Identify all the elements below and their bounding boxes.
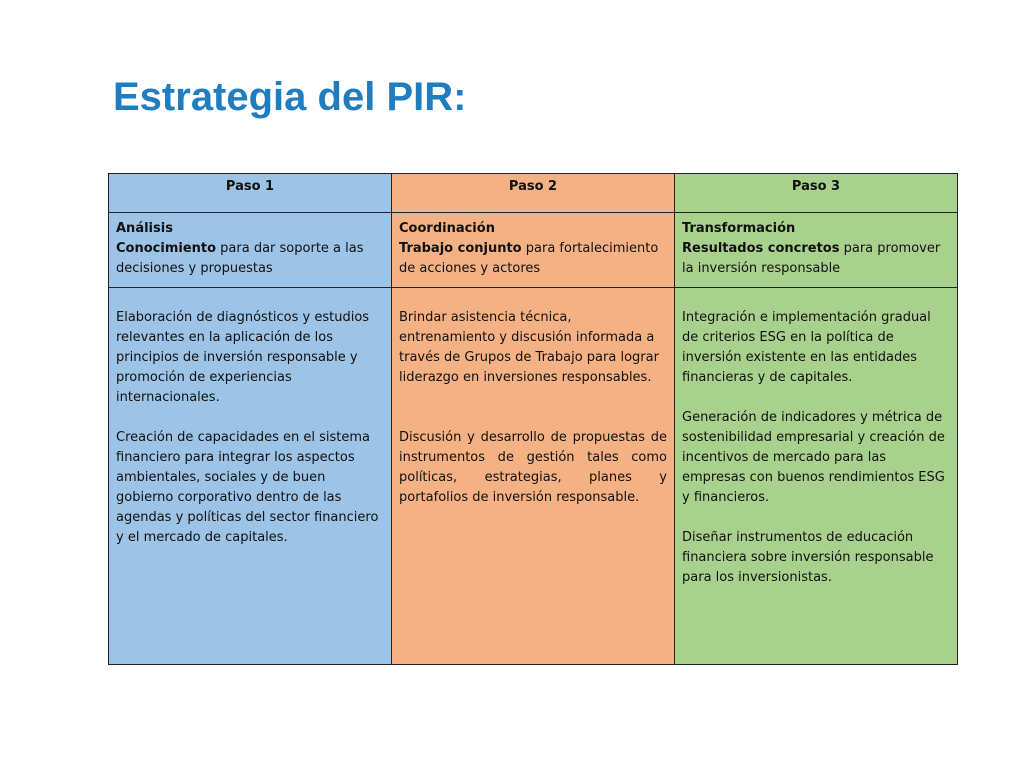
step-3-summary-cell: [675, 213, 958, 288]
step-3-action-1: Integración e implementación gradual de criterios ESG en la política de inversión existente en las entidades financieras y de capitales.: [682, 310, 931, 385]
strategy-table: [108, 173, 958, 665]
step-2-action-1: Brindar asistencia técnica, entrenamiento y discusión informada a través de Grupos de Trabajo para lograr liderazgo en inversiones responsables.: [399, 310, 659, 385]
step-3-action-3: Diseñar instrumentos de educación financiera sobre inversión responsable para los inversionistas.: [682, 530, 934, 585]
step-2-desc-bold: Trabajo conjunto: [399, 241, 522, 256]
step-2-summary-cell: [392, 213, 675, 288]
step-3-desc-bold: Resultados concretos: [682, 241, 840, 256]
step-2-action-2: Discusión y desarrollo de propuestas de instrumentos de gestión tales como políticas, estrategias, planes y portafolios de inversión responsable.: [399, 430, 667, 505]
step-3-desc-rest: para promover la inversión responsable: [682, 241, 941, 276]
step-1-description: [116, 239, 384, 279]
column-header-paso-2: Paso 2: [392, 174, 675, 213]
step-3-description: [682, 239, 950, 279]
table-subtitle-row: [109, 213, 958, 288]
step-1-summary-cell: [109, 213, 392, 288]
column-header-paso-3: Paso 3: [675, 174, 958, 213]
step-1-subtitle: Análisis: [116, 221, 173, 236]
step-3-action-2: Generación de indicadores y métrica de sostenibilidad empresarial y creación de incentivos de mercado para las empresas con buenos rendimientos ESG y financieros.: [682, 410, 945, 505]
step-2-desc-rest: para fortalecimiento de acciones y actores: [399, 241, 659, 276]
step-1-action-1: Elaboración de diagnósticos y estudios relevantes en la aplicación de los principios de inversión responsable y promoción de experiencias internacionales.: [116, 310, 370, 405]
step-2-actions-cell: [392, 288, 675, 665]
table-header-row: [109, 174, 958, 213]
step-1-desc-rest: para dar soporte a las decisiones y propuestas: [116, 241, 364, 276]
step-1-action-2: Creación de capacidades en el sistema financiero para integrar los aspectos ambientales, sociales y de buen gobierno corporativo dentro de las agendas y políticas del sector financiero y el mercado de capitales.: [116, 430, 379, 545]
step-2-description: [399, 239, 667, 279]
step-1-actions-cell: [109, 288, 392, 665]
step-3-subtitle: Transformación: [682, 221, 796, 236]
column-header-paso-1: Paso 1: [109, 174, 392, 213]
step-2-subtitle: Coordinación: [399, 221, 495, 236]
step-1-desc-bold: Conocimiento: [116, 241, 217, 256]
step-3-actions-cell: [675, 288, 958, 665]
page-title: Estrategia del PIR:: [113, 75, 467, 119]
table-body-row: [109, 288, 958, 665]
